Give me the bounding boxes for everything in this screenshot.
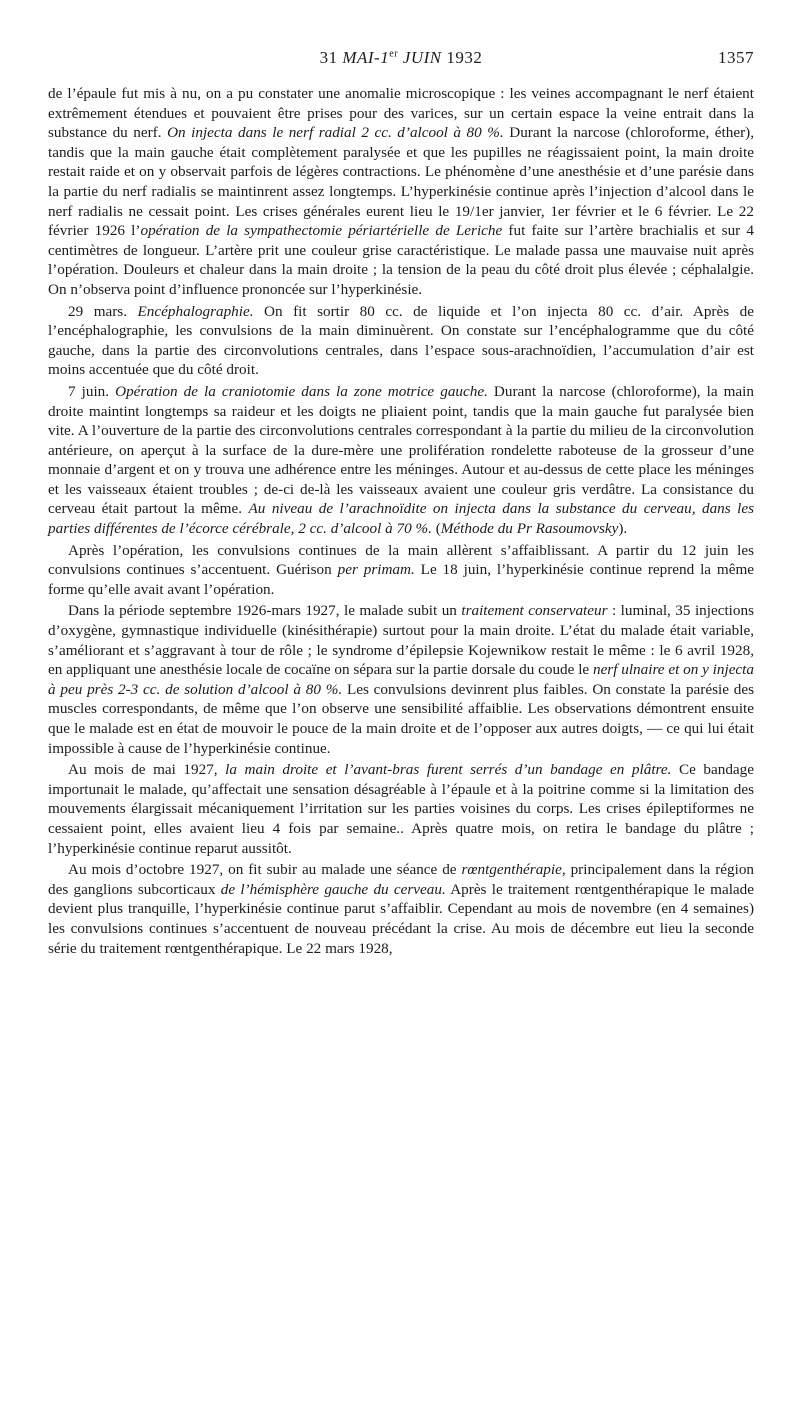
p2-italic-b: Encéphalographie. — [137, 302, 254, 320]
p7-italic-b: rœntgenthérapie — [461, 861, 562, 879]
p6-text-a: Au mois de mai 1927, — [68, 761, 226, 779]
p3-italic-d: Au niveau de l’arachnoïdite on injecta dans la substance du cerveau, dans les parties différentes de l’écorce cérébrale, 2 cc. d’alcool à 70 %. — [48, 500, 755, 538]
p2-text-a: 29 mars. — [68, 302, 138, 320]
running-head-superscript: er — [389, 48, 399, 60]
p1-text-a: de l’épaule fut mis à nu, on a pu constater une anomalie microscopique : les veines accompagnant le nerf étaient extrêmement étendues et pouvaient être prises pour des varices, sur un certain espace la veine entrait dans la substance du nerf. — [48, 85, 754, 142]
p4-text-a: Après l’opération, les convulsions continues de la main allèrent s’affaiblissant. A partir du 12 juin les convulsions continues s’accentuent. Guérison — [48, 541, 754, 579]
paragraph-6 — [48, 760, 754, 858]
paragraph-7 — [48, 860, 754, 958]
p3-text-c: Durant la narcose (chloroforme), la main droite maintint longtemps sa raideur et les doigts ne pliaient point, tandis que la main gauche fut paralysée bien vite. A l’ouverture de la partie des circonvolutions centrales correspondant à la partie du milieu de la circonvolution antérieure, on aperçut à la surface de la dure-mère une prolifération rondelette raboteuse de la grosseur d’une monnaie d’argent et on y trouva une adhérence entre les méninges. Autour et au-dessus de cette place les méninges et les vaisseaux étaient troubles ; de-ci de-là les vaisseaux avaient une couleur gris verdâtre. La consistance du cerveau était partout la même. — [48, 382, 754, 518]
running-head — [48, 48, 754, 68]
page-number: 1357 — [718, 48, 754, 67]
p4-text-c: Le 18 juin, l’hyperkinésie continue reprend la même forme qu’elle avait avant l’opération. — [48, 561, 755, 598]
p3-italic-f: Méthode du Pr Rasoumovsky — [440, 520, 619, 538]
paragraph-2 — [48, 302, 754, 380]
page-header — [48, 44, 754, 84]
p3-italic-b: Opération de la craniotomie dans la zone motrice gauche. — [115, 382, 488, 400]
running-head-month-june: JUIN — [398, 48, 442, 67]
running-head-number: 31 — [319, 48, 338, 67]
p7-text-e: Après le traitement rœntgenthérapique le malade devient plus tranquille, l’hyperkinésie continue parut s’affaiblir. Cependant au mois de novembre (en 4 semaines) les convulsions continues s’accentuent de nouveau précédant la crise. Au mois de décembre eut lieu la seconde série du traitement rœntgenthérapique. Le 22 mars 1928, — [48, 880, 755, 957]
p6-text-c: Ce bandage importunait le malade, qu’affectait une sensation désagréable à l’épaule et à la poitrine comme si la limitation des mouvements élargissait mécaniquement l’irritation sur les parties voisines du corps. Les crises épileptiformes ne cessaient point, elles avaient lieu 4 fois par semaine.. Après quatre mois, on retira le bandage du plâtre ; l’hyperkinésie continue reparut aussitôt. — [48, 761, 754, 857]
p1-italic-d: opération de la sympathectomie périartérielle de Leriche — [140, 222, 503, 240]
running-head-month-may: MAI-1 — [342, 48, 390, 67]
p5-italic-d: nerf ulnaire et on y injecta à peu près 2-3 cc. de solution d’alcool à 80 %. — [48, 661, 754, 698]
p3-text-e: ( — [431, 520, 441, 538]
p7-text-c: , principalement dans la région des ganglions subcorticaux — [48, 861, 755, 898]
p3-text-g: ). — [618, 520, 628, 538]
p5-text-c: : luminal, 35 injections d’oxygène, gymnastique individuelle (kinésithérapie) surtout pour la main droite. L’état du malade était variable, s’améliorant et s’aggravant à tour de rôle ; le syndrome d’épilepsie Kojewnikow restait le même : le 6 avril 1928, en appliquant une anesthésie locale de cocaïne on sépara sur la partie dorsale du coude le — [48, 602, 754, 679]
p7-text-a: Au mois d’octobre 1927, on fit subir au malade une séance de — [68, 861, 462, 879]
p5-italic-b: traitement conservateur — [461, 602, 608, 620]
paragraph-5 — [48, 601, 754, 758]
p5-text-e: Les convulsions devinrent plus faibles. On constate la parésie des muscles correspondants, de même que l’on observe une sensibilité affaiblie. Les observations démontrent ensuite que le malade est en état de mouvoir le pouce de la main droite et de l’opposer aux autres doigts, — ce qui lui était impossible à cause de l’hyperkinésie continue. — [48, 680, 754, 757]
p7-italic-d: de l’hémisphère gauche du cerveau. — [220, 880, 446, 898]
p2-text-c: On fit sortir 80 cc. de liquide et l’on injecta 80 cc. d’air. Après de l’encéphalographie, les convulsions de la main diminuèrent. On constate sur l’encéphalogramme que du côté gauche, dans la partie des circonvolutions centrales, dans l’espace sous-arachnoïdien, l’accumulation d’air est moins accentuée que du côté droit. — [48, 302, 754, 379]
paragraph-1 — [48, 84, 754, 300]
p5-text-a: Dans la période septembre 1926-mars 1927, le malade subit un — [68, 602, 462, 620]
p6-italic-b: la main droite et l’avant-bras furent serrés d’un bandage en plâtre. — [225, 761, 672, 779]
running-head-year: 1932 — [446, 48, 483, 67]
paragraph-3 — [48, 382, 754, 539]
p1-text-e: fut faite sur l’artère brachialis et sur 4 centimètres de longueur. L’artère prit une couleur grise caractéristique. Le malade passa une mauvaise nuit après l’opération. Douleurs et chaleur dans la main droite ; la tension de la peau du côté droit plus élevée ; céphalalgie. On n’observa point d’influence prononcée sur l’hyperkinésie. — [48, 222, 755, 298]
p3-text-a: 7 juin. — [68, 382, 116, 400]
p4-italic-b: per primam. — [337, 561, 415, 579]
paragraph-4 — [48, 541, 754, 600]
p1-text-c: Durant la narcose (chloroforme, éther), tandis que la main gauche était complètement paralysée et que les pupilles ne réagissaient point, la main droite restait raide et on y observait parfois de légères contractions. Le phénomène d’une anesthésie et d’une parésie dans la partie du nerf radialis se maintinrent assez longtemps. L’hyperkinésie continue après l’injection d’alcool dans le nerf radialis ne cessait point. Les crises générales eurent lieu le 19/1er janvier, 1er février et le 6 février. Le 22 février 1926 l’ — [48, 124, 754, 240]
p1-italic-b: On injecta dans le nerf radial 2 cc. d’alcool à 80 %. — [167, 124, 504, 142]
body-text — [48, 84, 754, 958]
